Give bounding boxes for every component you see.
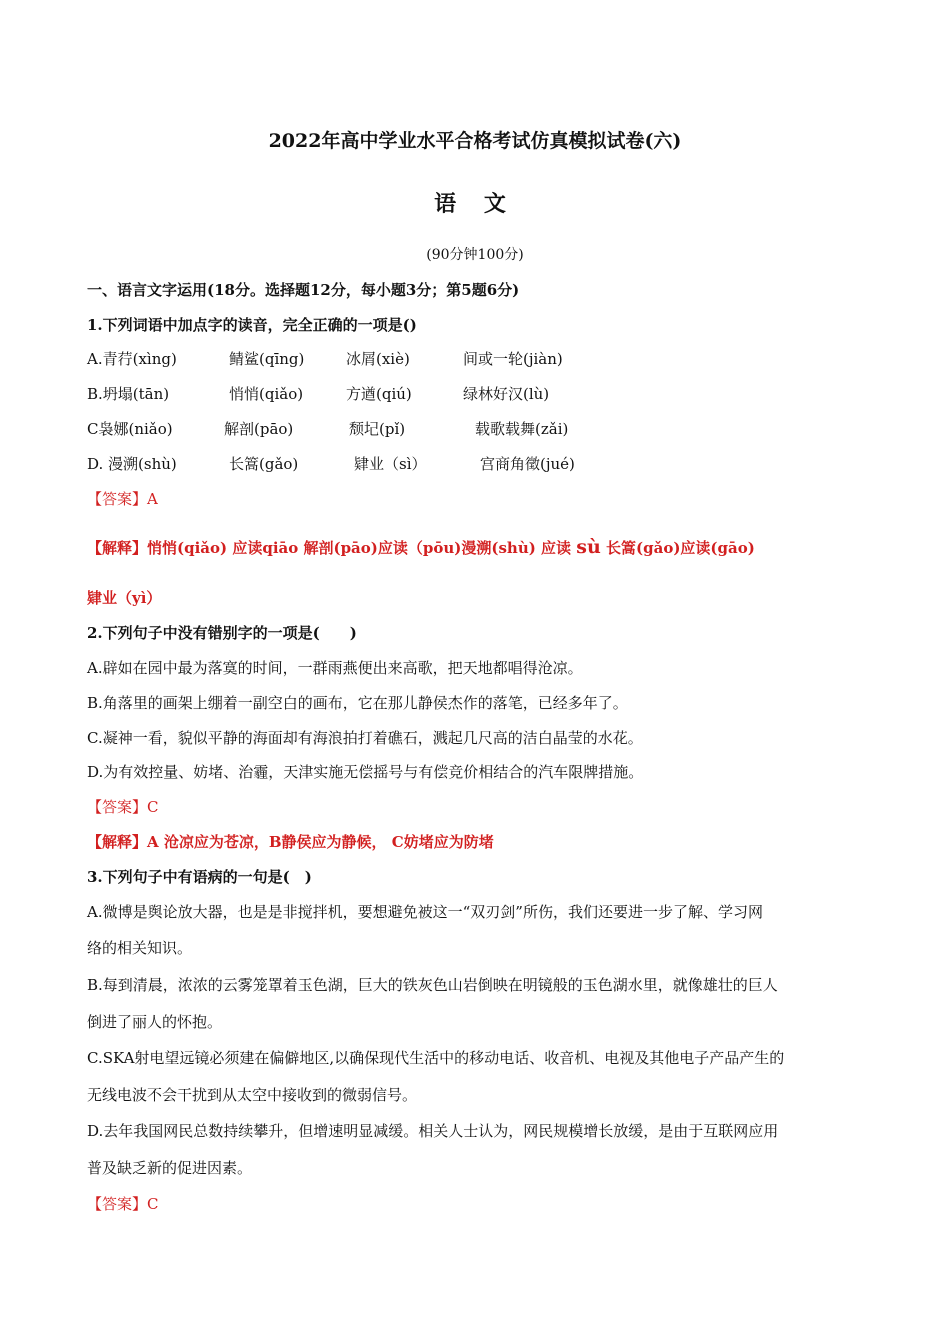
question-3-option-c-line-1: C.SKA射电望远镜必须建在偏僻地区,以确保现代生活中的移动电话、收音机、电视及其他电子产品产生的 — [87, 1049, 785, 1067]
option-word: 肄业（sì） — [354, 455, 427, 473]
question-2-option-b: B.角落里的画架上绷着一副空白的画布，它在那儿静侯杰作的落笔，已经多年了。 — [87, 694, 628, 712]
explain-text: 悄悄(qiǎo) 应读qiāo 解剖(pāo)应读（pōu)漫溯(shù) 应读 — [147, 539, 577, 557]
question-3-option-a-line-1: A.微博是舆论放大器，也是是非搅拌机，要想避免被这一“双刃剑”所伤，我们还要进一步了解、学习网 — [87, 903, 763, 921]
explain-pinyin: sù — [576, 536, 601, 558]
question-3-option-d-line-1: D.去年我国网民总数持续攀升，但增速明显减缓。相关人士认为，网民规模增长放缓，是由于互联网应用 — [87, 1122, 779, 1140]
question-3-stem: 3.下列句子中有语病的一句是( ) — [87, 868, 312, 886]
option-word: 载歌载舞(zǎi) — [475, 420, 569, 438]
option-word: 悄悄(qiǎo) — [229, 385, 304, 403]
option-word: 冰屑(xiè) — [346, 350, 410, 368]
exam-time: (90分钟100分) — [426, 247, 524, 263]
question-2-stem: 2.下列句子中没有错别字的一项是( ) — [87, 624, 357, 642]
question-3-answer — [87, 1194, 159, 1214]
answer-value: C — [147, 798, 159, 816]
answer-value: C — [147, 1195, 159, 1213]
exam-title: 2022年高中学业水平合格考试仿真模拟试卷(六) — [268, 130, 682, 152]
option-word: C袅娜(niǎo) — [87, 420, 173, 438]
question-3-option-b-line-1: B.每到清晨，浓浓的云雾笼罩着玉色湖，巨大的铁灰色山岩倒映在明镜般的玉色湖水里，就像雄壮的巨人 — [87, 976, 778, 994]
answer-value: A — [147, 490, 158, 508]
option-word: 长篙(gǎo) — [229, 455, 299, 473]
option-word: D. 漫溯(shù) — [87, 455, 177, 473]
question-2-explanation — [87, 832, 494, 852]
option-word: 鲭鲨(qīng) — [229, 350, 305, 368]
option-word: 绿林好汉(lù) — [463, 385, 550, 403]
question-2-option-c: C.凝神一看，貌似平静的海面却有海浪拍打着礁石，溅起几尺高的洁白晶莹的水花。 — [87, 729, 643, 747]
question-1-explanation — [87, 537, 755, 558]
answer-label: 【答案】 — [87, 1195, 148, 1213]
question-3-option-d-line-2: 普及缺乏新的促进因素。 — [87, 1159, 253, 1177]
answer-label: 【答案】 — [87, 798, 148, 816]
subject-title: 语 文 — [434, 191, 516, 217]
option-word: A.青荇(xìng) — [87, 350, 177, 368]
option-word: B.坍塌(tān) — [87, 385, 170, 403]
option-word: 间或一轮(jiàn) — [463, 350, 563, 368]
question-3-option-c-line-2: 无线电波不会干扰到从太空中接收到的微弱信号。 — [87, 1086, 418, 1104]
question-2-option-a: A.辟如在园中最为落寞的时间，一群雨燕便出来高歌，把天地都唱得沧凉。 — [87, 659, 583, 677]
question-1-stem: 1.下列词语中加点字的读音，完全正确的一项是() — [87, 316, 417, 334]
question-3-option-b-line-2: 倒进了丽人的怀抱。 — [87, 1013, 223, 1031]
question-3-option-a-line-2: 络的相关知识。 — [87, 939, 193, 957]
answer-label: 【答案】 — [87, 490, 148, 508]
option-word: 颓圮(pǐ) — [349, 420, 406, 438]
question-2-answer — [87, 797, 159, 817]
option-word: 方遒(qiú) — [346, 385, 412, 403]
question-1-answer — [87, 489, 158, 509]
question-1-explanation-line-2: 肄业（yì） — [87, 589, 162, 607]
explain-label: 【解释】 — [87, 539, 148, 557]
explain-text: A 沧凉应为苍凉，B静侯应为静候， C妨堵应为防堵 — [147, 833, 494, 851]
question-2-option-d: D.为有效控量、妨堵、治霾，天津实施无偿摇号与有偿竞价相结合的汽车限牌措施。 — [87, 763, 644, 781]
option-word: 解剖(pāo) — [224, 420, 294, 438]
explain-label: 【解释】 — [87, 833, 148, 851]
section-heading: 一、语言文字运用(18分。选择题12分，每小题3分；第5题6分) — [87, 281, 520, 299]
option-word: 宫商角徵(jué) — [480, 455, 575, 473]
explain-text: 长篙(gǎo)应读(gāo) — [600, 539, 755, 557]
